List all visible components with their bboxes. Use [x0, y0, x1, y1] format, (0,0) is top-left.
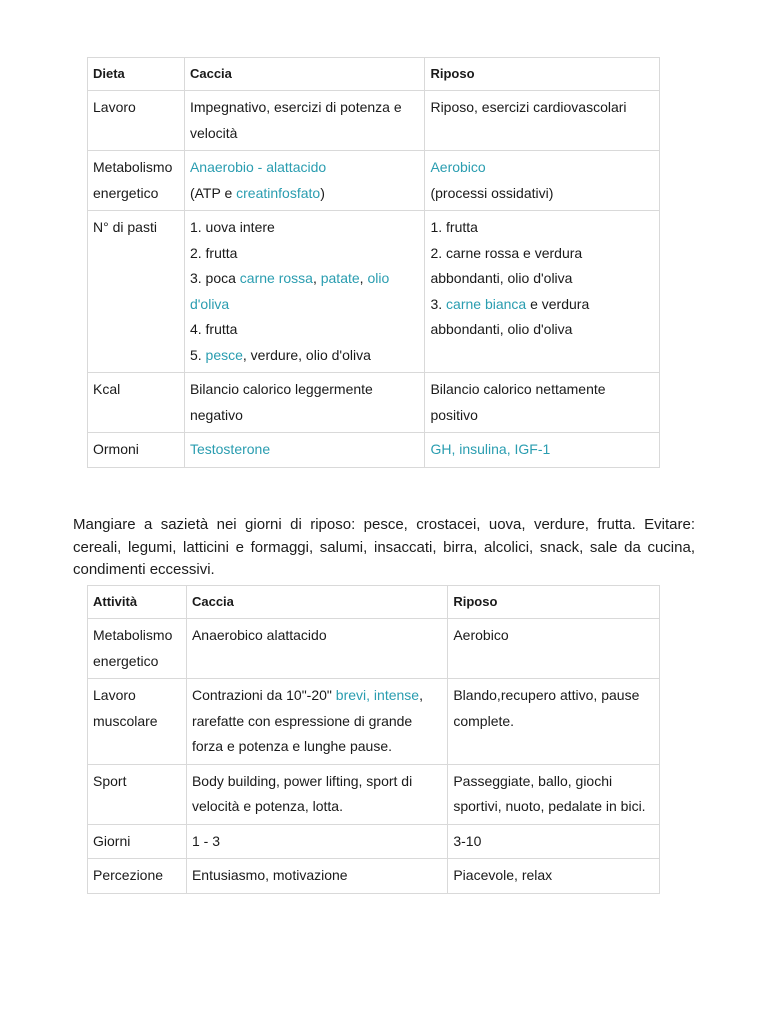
link-carne-bianca[interactable]: carne bianca — [446, 295, 527, 312]
row-label-ormoni: Ormoni — [88, 433, 185, 468]
link-igf1[interactable]: IGF-1 — [514, 441, 551, 457]
cell-sport-riposo: Passeggiate, ballo, giochi sportivi, nuoto, pedalate in bici. — [448, 764, 660, 824]
header-caccia: Caccia — [184, 58, 424, 91]
cell-ormoni-riposo — [425, 433, 660, 468]
cell-sport-caccia: Body building, power lifting, sport di velocità e potenza, lotta. — [186, 764, 447, 824]
cell-kcal-riposo: Bilancio calorico nettamente positivo — [425, 373, 660, 433]
table-row — [88, 433, 660, 468]
table-row — [88, 211, 660, 373]
row-label-lavoro: Lavoro muscolare — [88, 679, 187, 765]
list-item: 2. carne rossa e verdura abbondanti, olio d'oliva — [430, 244, 583, 286]
row-label-percezione: Percezione — [88, 859, 187, 894]
table-row — [88, 859, 660, 894]
list-item: 1. uova intere — [189, 219, 275, 235]
header-riposo: Riposo — [425, 58, 660, 91]
cell-lavoro-riposo: Riposo, esercizi cardiovascolari — [425, 91, 660, 151]
table-header-row — [88, 586, 660, 619]
text-contrazioni: Contrazioni da 10"-20" — [191, 687, 336, 703]
cell-kcal-caccia: Bilancio calorico leggermente negativo — [184, 373, 424, 433]
cell-metabolismo-riposo: Aerobico — [448, 619, 660, 679]
list-item: 4. frutta — [189, 321, 238, 337]
row-label-kcal: Kcal — [88, 373, 185, 433]
cell-ormoni-caccia — [184, 433, 424, 468]
list-item-text: e verdura abbondanti, olio d'oliva — [430, 295, 590, 337]
table-row — [88, 151, 660, 211]
table-row — [88, 764, 660, 824]
link-patate[interactable]: patate — [320, 270, 360, 286]
text-paren: ) — [320, 184, 325, 201]
text-atp: (ATP e — [189, 184, 237, 201]
table-row — [88, 824, 660, 859]
link-intense[interactable]: intense — [373, 687, 420, 703]
link-olio-oliva[interactable]: olio d'oliva — [189, 270, 390, 312]
separator: , — [451, 441, 460, 457]
cell-lavoro-caccia — [186, 679, 447, 765]
link-brevi[interactable]: brevi — [335, 687, 367, 703]
activity-table — [87, 585, 660, 894]
cell-pasti-riposo — [425, 211, 660, 373]
cell-percezione-riposo: Piacevole, relax — [448, 859, 660, 894]
row-label-giorni: Giorni — [88, 824, 187, 859]
table-row — [88, 373, 660, 433]
list-item: 3. poca — [189, 270, 240, 286]
list-item-text: , verdure, olio d'oliva — [242, 346, 371, 363]
link-insulina[interactable]: insulina — [459, 441, 507, 457]
table-row — [88, 619, 660, 679]
header-dieta: Dieta — [88, 58, 185, 91]
list-item: 2. frutta — [189, 244, 238, 261]
link-gh[interactable]: GH — [430, 441, 452, 457]
cell-lavoro-riposo: Blando,recupero attivo, pause complete. — [448, 679, 660, 765]
link-carne-rossa[interactable]: carne rossa — [239, 270, 313, 286]
link-creatinfosfato[interactable]: creatinfosfato — [236, 184, 321, 201]
row-label-metabolismo: Metabolismo energetico — [88, 151, 185, 211]
list-item: 5. — [189, 346, 206, 363]
header-riposo: Riposo — [448, 586, 660, 619]
advice-paragraph: Mangiare a sazietà nei giorni di riposo: pesce, crostacei, uova, verdure, frutta. Evitare: cereali, legumi, latticini e formaggi, salumi, insaccati, birra, alcolici, snack, sale da cucina, condimenti eccessivi. — [73, 516, 695, 578]
cell-pasti-caccia — [184, 211, 424, 373]
row-label-pasti: N° di pasti — [88, 211, 185, 373]
cell-giorni-caccia: 1 - 3 — [186, 824, 447, 859]
cell-metabolismo-caccia: Anaerobico alattacido — [186, 619, 447, 679]
separator: , — [359, 270, 368, 286]
header-attivita: Attività — [88, 586, 187, 619]
cell-giorni-riposo: 3-10 — [448, 824, 660, 859]
header-caccia: Caccia — [186, 586, 447, 619]
cell-lavoro-caccia: Impegnativo, esercizi di potenza e velocità — [184, 91, 424, 151]
cell-percezione-caccia: Entusiasmo, motivazione — [186, 859, 447, 894]
list-item: 1. frutta — [430, 219, 478, 235]
link-anaerobio[interactable]: Anaerobio - alattacido — [189, 159, 327, 175]
table-row — [88, 91, 660, 151]
row-label-sport: Sport — [88, 764, 187, 824]
table-header-row — [88, 58, 660, 91]
link-pesce[interactable]: pesce — [205, 346, 243, 363]
diet-table — [87, 57, 660, 468]
table-row — [88, 679, 660, 765]
cell-metabolismo-riposo — [425, 151, 660, 211]
cell-metabolismo-caccia — [184, 151, 424, 211]
row-label-lavoro: Lavoro — [88, 91, 185, 151]
list-item: 3. — [430, 295, 447, 312]
separator: , — [506, 441, 515, 457]
separator: , — [366, 687, 374, 703]
separator: , — [312, 270, 321, 286]
text-rarefatte: , rarefatte con espressione di grande forza e potenza e lunghe pause. — [191, 687, 423, 754]
link-aerobico[interactable]: Aerobico — [430, 159, 486, 175]
text-processi: (processi ossidativi) — [430, 184, 554, 201]
row-label-metabolismo: Metabolismo energetico — [88, 619, 187, 679]
link-testosterone[interactable]: Testosterone — [189, 441, 271, 457]
